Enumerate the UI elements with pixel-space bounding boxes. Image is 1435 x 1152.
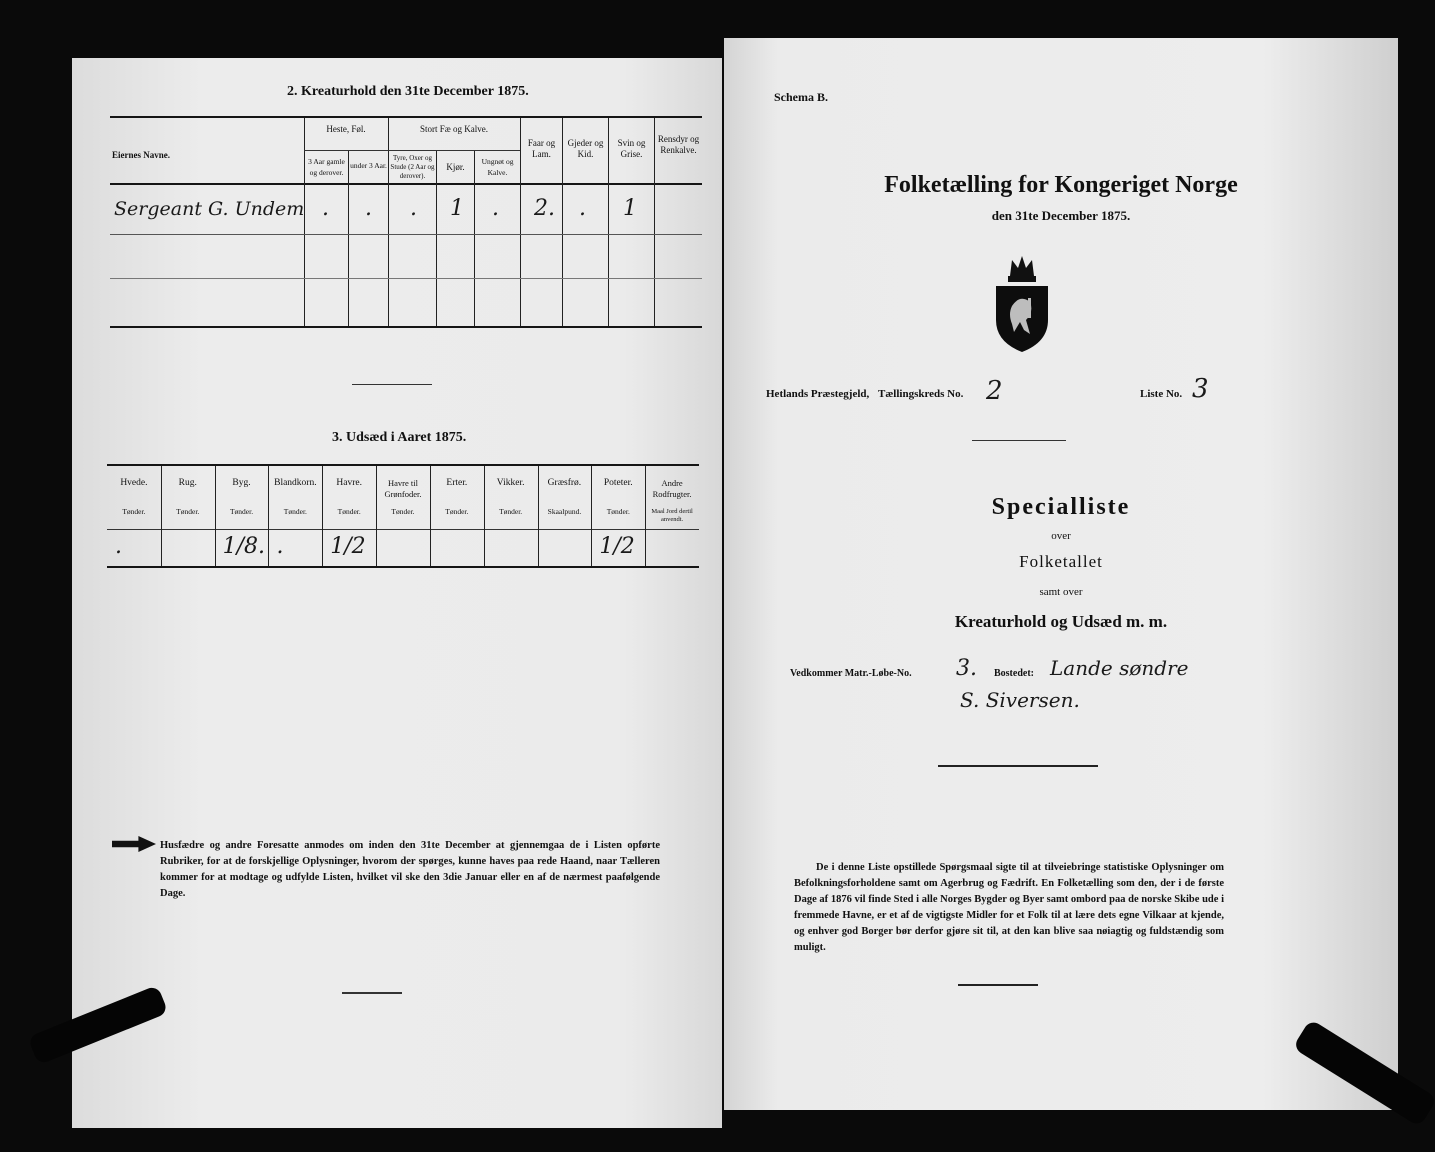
divider-rule [972, 440, 1066, 441]
livestock-col-divider [436, 150, 437, 326]
place-value: Lande søndre [1050, 656, 1189, 680]
matr-number: 3. [956, 656, 977, 681]
list-number: 3 [1192, 374, 1209, 404]
goats-header: Gjeder og Kid. [567, 138, 604, 159]
divider-rule-bottom [958, 984, 1038, 986]
horses-young-header: under 3 Aar. [350, 161, 387, 170]
cows-header: Kjør. [446, 162, 465, 172]
seed-col-value: 1/2 [599, 534, 635, 559]
right-page [724, 38, 1398, 1110]
seed-col-unit: Tønder. [337, 507, 361, 516]
coat-of-arms-icon [990, 250, 1054, 354]
livestock-table-top-rule [110, 116, 702, 118]
sheep-value: 2. [534, 196, 555, 221]
bulls-value: . [410, 196, 417, 221]
parish-label: Hetlands Præstegjeld, [766, 388, 870, 400]
district-label: Tællingskreds No. [878, 388, 964, 400]
goats-value: . [579, 196, 586, 221]
matr-label: Vedkommer Matr.-Løbe-No. [790, 668, 912, 679]
special-list-title: Specialliste [991, 494, 1131, 520]
bulls-header: Tyre, Oxer og Stude (2 Aar og derover). [390, 154, 435, 180]
seed-col-header: Byg. [232, 478, 251, 488]
seed-col-unit: Tønder. [445, 507, 469, 516]
seed-col-header: Rug. [178, 478, 197, 488]
horses-old-header: 3 Aar gamle og derover. [308, 157, 345, 177]
seed-col-unit: Tønder. [122, 507, 146, 516]
sheep-header: Faar og Lam. [527, 138, 556, 159]
seed-col-unit: Tønder. [283, 507, 307, 516]
seed-col-unit: Tønder. [176, 507, 200, 516]
seed-col-value: . [115, 534, 122, 559]
seed-col-unit: Tønder. [229, 507, 254, 516]
also-over-text: samt over [1039, 586, 1083, 598]
intro-paragraph: De i denne Liste opstillede Spørgsmaal sigte til at tilveiebringe statistiske Oplysninger om Befolkningsforholdene samt om Agerbrug og Fædrift. En Folketælling som den, der i de første Dage af 1876 vil finde Sted i alle Norges Bygder og Byer samt ombord paa de norske Skibe ude i fremmede Havne, er et af de vigtigste Midler for et Folk til at lære dets egne Vilkaar at kjende, og enhver god Borger bør derfor gjøre sit til, at den kan blive saa nøiagtig og fuldstændig som muligt. [794, 862, 1224, 953]
seed-col-value: 1/8. [222, 534, 266, 559]
young-cattle-header: Ungnøt og Kalve. [481, 157, 514, 177]
seed-col-header: Andre Rodfrugter. [652, 478, 692, 499]
notice-text: Husfædre og andre Foresatte anmodes om inden den 31te December at gjennemgaa de i Listen opførte Rubriker, for at de forskjellige Oplysninger, hvorom der spørges, kunne haves paa rede Haand, naar Tælleren kommer for at modtage og udfylde Listen, hvilket vil ske den 3die Januar eller en af de nærmest paafølgende Dage. [160, 840, 660, 899]
seed-title: 3. Udsæd i Aaret 1875. [332, 430, 467, 445]
left-page [72, 58, 722, 1128]
livestock-header-rule [110, 183, 702, 185]
list-label: Liste No. [1140, 388, 1183, 400]
livestock-group-rule [304, 150, 520, 151]
cows-value: 1 [450, 196, 464, 221]
horses-young-value: . [365, 196, 372, 221]
horses-group-header: Heste, Føl. [326, 124, 366, 134]
livestock-row-rule [110, 278, 702, 279]
livestock-table-bottom-rule [110, 326, 702, 328]
seed-col-header: Erter. [446, 478, 468, 488]
main-heading: Folketælling for Kongeriget Norge [884, 172, 1238, 198]
seed-col-header: Havre til Grønfoder. [384, 478, 422, 499]
seed-col-header: Blandkorn. [274, 478, 317, 488]
seed-table-top-rule [107, 464, 699, 466]
seed-col-header: Vikker. [496, 478, 525, 488]
pointing-hand-icon [112, 836, 156, 852]
seed-col-header: Hvede. [120, 478, 148, 488]
pigs-value: 1 [623, 196, 637, 221]
pigs-header: Svin og Grise. [617, 138, 646, 159]
cattle-group-header: Stort Fæ og Kalve. [419, 124, 488, 134]
divider-bottom [342, 992, 402, 994]
owner-name: Sergeant G. Undem [114, 198, 305, 220]
census-date: den 31te December 1875. [991, 208, 1131, 223]
seed-col-value: 1/2 [330, 534, 366, 559]
seed-col-unit: Tønder. [606, 507, 630, 516]
livestock-seed-title: Kreaturhold og Udsæd m. m. [954, 612, 1168, 631]
district-number: 2 [986, 376, 1003, 406]
seed-col-header: Havre. [336, 478, 362, 488]
seed-col-unit: Skaalpund. [547, 507, 582, 516]
livestock-col-divider [348, 150, 349, 326]
place-label: Bostedet: [994, 668, 1034, 679]
horses-old-value: . [322, 196, 329, 221]
young-cattle-value: . [492, 196, 499, 221]
owner-header: Eiernes Navne. [112, 150, 170, 160]
livestock-row-rule [110, 234, 702, 235]
population-title: Folketallet [1019, 552, 1103, 571]
over-text: over [1051, 530, 1071, 542]
seed-col-unit: Tønder. [499, 507, 523, 516]
seed-col-unit: Maal Jord dertil anvendt. [651, 508, 693, 523]
schema-label: Schema B. [774, 90, 828, 104]
seed-col-header: Poteter. [603, 478, 633, 488]
seed-col-value: . [276, 534, 284, 559]
reindeer-header: Rensdyr og Renkalve. [657, 134, 700, 155]
signature: S. Siversen. [960, 688, 1080, 712]
divider-rule-mid [938, 765, 1098, 767]
divider-short [352, 384, 432, 385]
seed-header-rule [107, 529, 699, 530]
seed-col-header: Græsfrø. [547, 478, 582, 488]
seed-table-bottom-rule [107, 566, 699, 568]
seed-col-unit: Tønder. [391, 507, 415, 516]
livestock-title: 2. Kreaturhold den 31te December 1875. [287, 84, 529, 99]
